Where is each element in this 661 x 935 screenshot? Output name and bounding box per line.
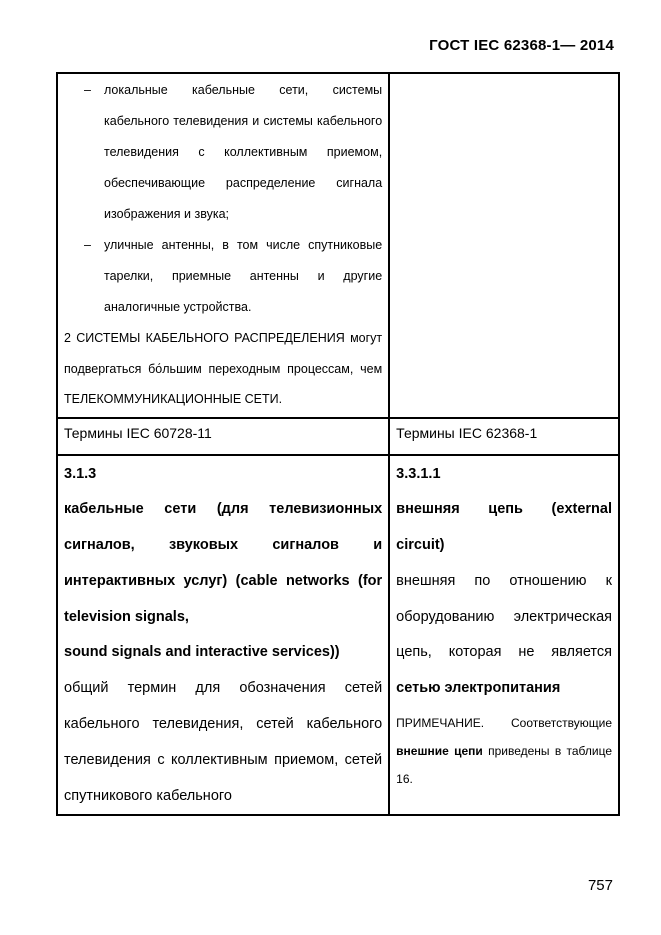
definition-term-reference: сетью электропитания bbox=[396, 680, 561, 697]
term-note bbox=[396, 709, 612, 793]
bullet-dash: – bbox=[84, 83, 91, 97]
column-heading-left: Термины IEC 60728-11 bbox=[64, 424, 212, 441]
term-number: 3.1.3 bbox=[64, 465, 97, 482]
list-item bbox=[64, 230, 382, 323]
bullet-dash: – bbox=[84, 238, 91, 252]
term-definition bbox=[396, 564, 612, 707]
note-prefix: ПРИМЕЧАНИЕ. Соответствующие bbox=[396, 716, 612, 731]
table-cell-left bbox=[57, 73, 389, 418]
note-term-reference: внешние цепи bbox=[396, 744, 483, 759]
table-row bbox=[57, 73, 619, 418]
bullet-text: локальные кабельные сети, системы кабельного телевидения и системы кабельного телевидения с коллективным приемом, обеспечивающие распределение сигнала изображения и звука; bbox=[104, 83, 383, 221]
table-cell-left bbox=[57, 418, 389, 455]
table-cell-left bbox=[57, 455, 389, 816]
term-number: 3.3.1.1 bbox=[396, 465, 441, 482]
definition-text: внешняя по отношению к оборудованию электрическая цепь, которая не является bbox=[396, 572, 612, 661]
term-definition: общий термин для обозначения сетей кабельного телевидения, сетей кабельного телевидения с коллективным приемом, сетей спутникового кабельного bbox=[64, 680, 383, 804]
terms-comparison-table bbox=[56, 72, 620, 816]
table-cell-right bbox=[389, 455, 619, 816]
note-suffix: приведены в таблице 16. bbox=[396, 744, 613, 787]
table-cell-right bbox=[389, 418, 619, 455]
term-title-continued: sound signals and interactive services)) bbox=[64, 644, 340, 661]
list-item bbox=[64, 75, 382, 230]
document-header: ГОСТ IEC 62368-1— 2014 bbox=[429, 37, 614, 54]
table-cell-right-empty bbox=[389, 73, 619, 418]
page-number: 757 bbox=[587, 877, 613, 894]
column-heading-right: Термины IEC 62368-1 bbox=[396, 424, 538, 441]
table-header-row bbox=[57, 418, 619, 455]
note-text: 2 СИСТЕМЫ КАБЕЛЬНОГО РАСПРЕДЕЛЕНИЯ могут подвергаться бо́льшим переходным процессам, чем ТЕЛЕКОММУНИКАЦИОННЫЕ СЕТИ. bbox=[64, 331, 383, 406]
bullet-text: уличные антенны, в том числе спутниковые тарелки, приемные антенны и другие аналогичные устройства. bbox=[104, 238, 383, 314]
table-row bbox=[57, 455, 619, 816]
term-title: кабельные сети (для телевизионных сигналов, звуковых сигналов и интерактивных услуг) (cable networks (for television signals, bbox=[64, 501, 383, 625]
term-title: внешняя цепь (external circuit) bbox=[396, 501, 612, 554]
